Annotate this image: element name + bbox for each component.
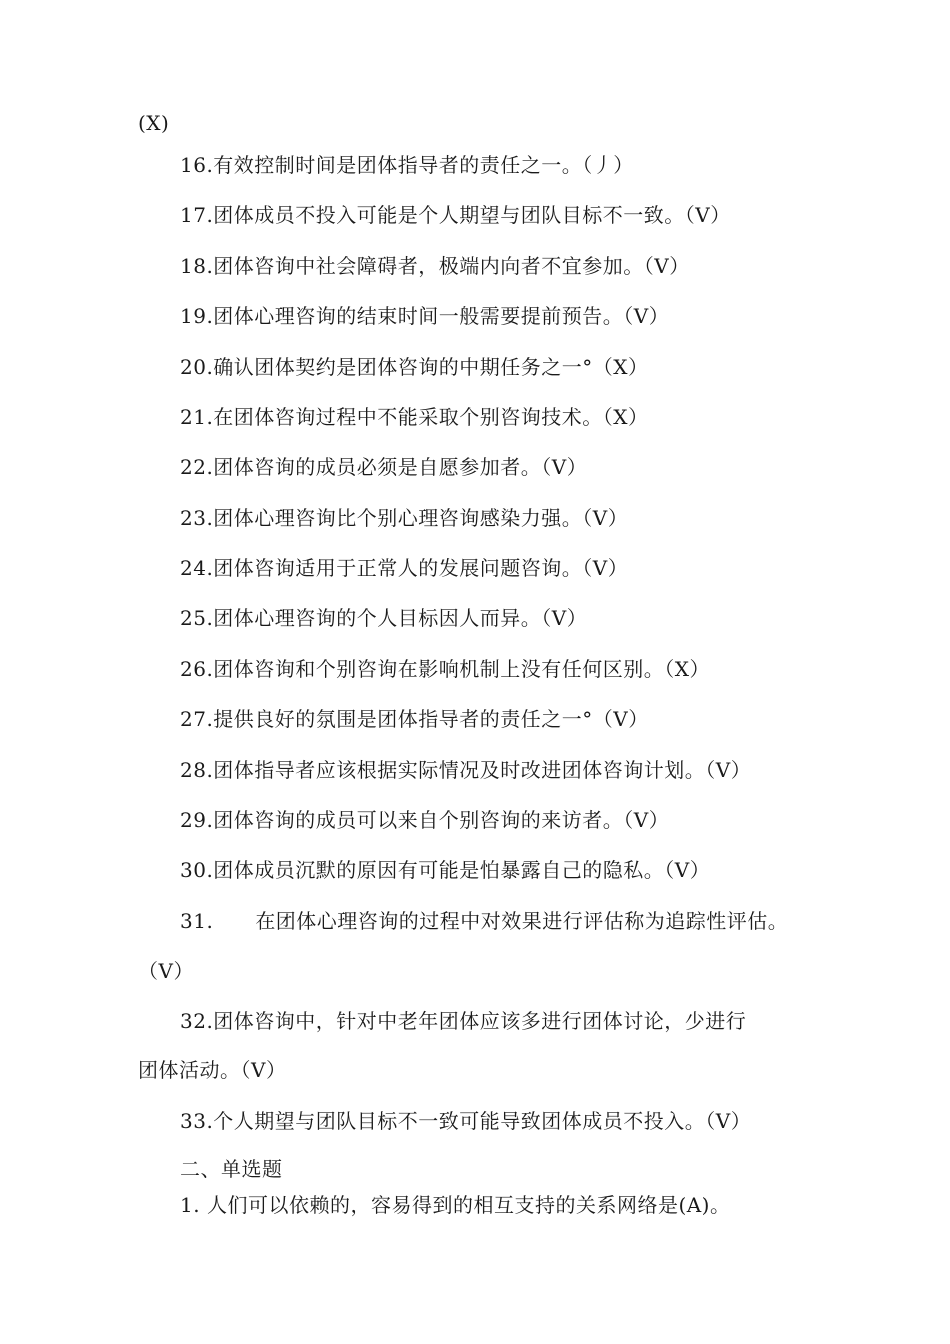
- text-line: 1. 人们可以依赖的，容易得到的相互支持的关系网络是(A)。: [180, 1193, 731, 1217]
- text-line: 26.团体咨询和个别咨询在影响机制上没有任何区别。（X）: [180, 657, 711, 681]
- text-line: 33.个人期望与团队目标不一致可能导致团体成员不投入。（V）: [180, 1109, 752, 1133]
- text-line: 18.团体咨询中社会障碍者，极端内向者不宜参加。（V）: [180, 254, 690, 278]
- text-line: 32.团体咨询中，针对中老年团体应该多进行团体讨论，少进行: [180, 1009, 747, 1033]
- text-line: 28.团体指导者应该根据实际情况及时改进团体咨询计划。（V）: [180, 758, 752, 782]
- text-line: 22.团体咨询的成员必须是自愿参加者。（V）: [180, 455, 588, 479]
- text-line: 17.团体成员不投入可能是个人期望与团队目标不一致。（V）: [180, 203, 731, 227]
- text-line: 团体活动。（V）: [138, 1058, 287, 1082]
- item-number: 31.: [180, 909, 214, 933]
- text-line: [180, 908, 788, 934]
- text-line: 24.团体咨询适用于正常人的发展问题咨询。（V）: [180, 556, 629, 580]
- text-line: 27.提供良好的氛围是团体指导者的责任之一°（V）: [180, 707, 649, 731]
- section-heading: 二、单选题: [180, 1157, 283, 1181]
- text-line: 21.在团体咨询过程中不能采取个别咨询技术。（X）: [180, 405, 649, 429]
- text-line: 25.团体心理咨询的个人目标因人而异。（V）: [180, 606, 588, 630]
- text-line: 29.团体咨询的成员可以来自个别咨询的来访者。（V）: [180, 808, 670, 832]
- text-line: (X): [138, 111, 170, 135]
- text-line: 19.团体心理咨询的结束时间一般需要提前预告。（V）: [180, 304, 670, 328]
- text-line: 23.团体心理咨询比个别心理咨询感染力强。（V）: [180, 506, 629, 530]
- item-text: 在团体心理咨询的过程中对效果进行评估称为追踪性评估。: [255, 909, 789, 933]
- text-line: 16.有效控制时间是团体指导者的责任之一。（丿）: [180, 153, 634, 177]
- text-line: 20.确认团体契约是团体咨询的中期任务之一°（X）: [180, 355, 649, 379]
- text-line: （V）: [138, 959, 194, 983]
- text-line: 30.团体成员沉默的原因有可能是怕暴露自己的隐私。（V）: [180, 858, 711, 882]
